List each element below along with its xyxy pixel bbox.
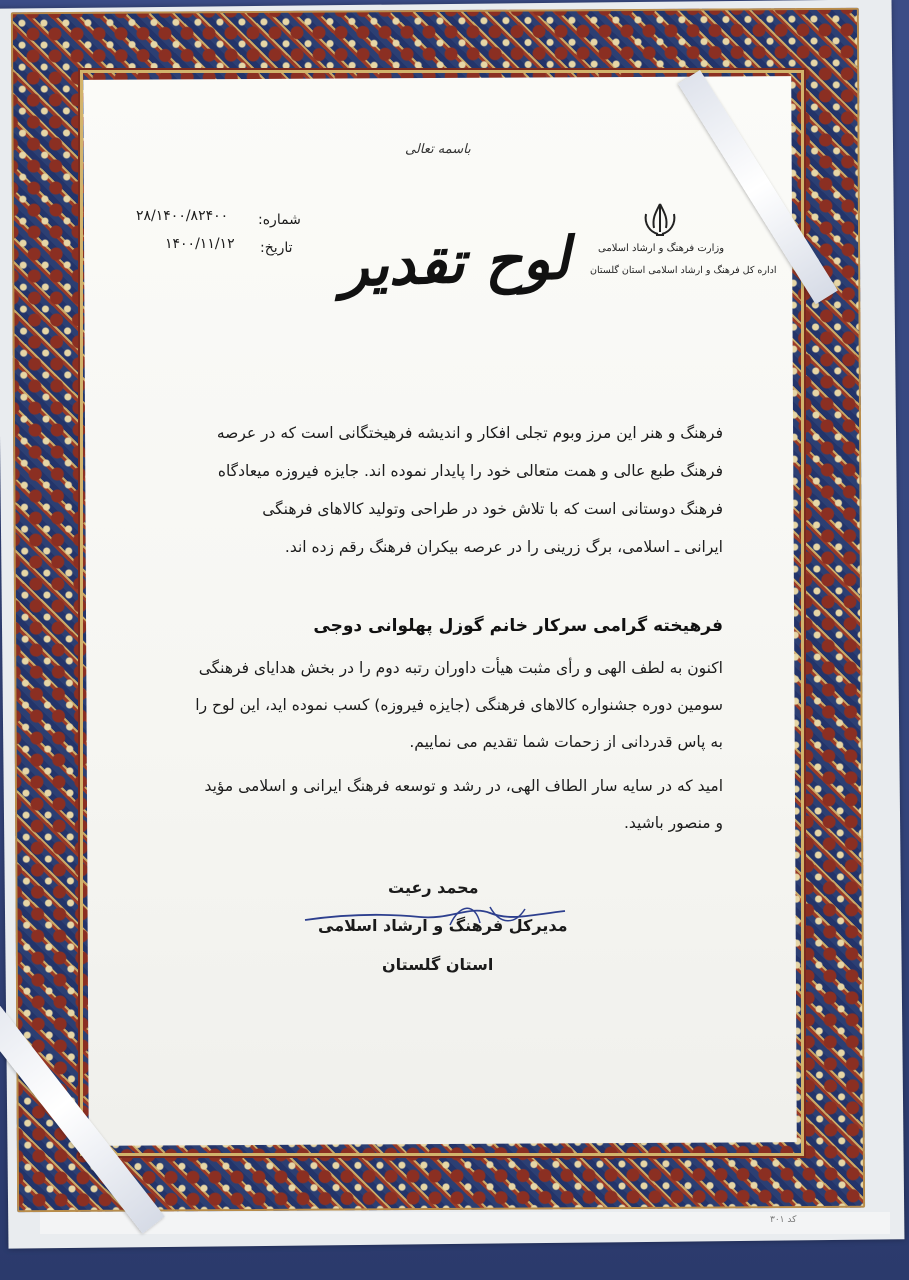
footer-strip <box>40 1212 890 1234</box>
intro-paragraph <box>143 414 723 566</box>
certificate-title: لوح تقدیر <box>339 224 571 300</box>
closing-line: و منصور باشید. <box>623 814 723 832</box>
intro-line: فرهنگ طبع عالی و همت متعالی خود را پایدار نموده اند. جایزه فیروزه میعادگاه <box>217 462 723 480</box>
ministry-line-1: وزارت فرهنگ و ارشاد اسلامی <box>598 243 725 254</box>
number-value: ۲۸/۱۴۰۰/۸۲۴۰۰ <box>136 208 229 224</box>
closing-paragraph <box>143 768 723 842</box>
number-label: شماره: <box>258 212 301 228</box>
intro-line: ایرانی ـ اسلامی، برگ زرینی را در عرصه بیکران فرهنگ رقم زده اند. <box>284 538 723 556</box>
intro-line: فرهنگ دوستانی است که با تلاش خود در طراحی وتولید کالاهای فرهنگی <box>262 500 723 518</box>
award-line: به پاس قدردانی از زحمات شما تقدیم می نماییم. <box>409 733 723 751</box>
signer-province: استان گلستان <box>382 955 494 974</box>
intro-line: فرهنگ و هنر این مرز وبوم تجلی افکار و اندیشه فرهیختگانی است که در عرصه <box>216 424 723 442</box>
footer-code: کد ۳۰۱ <box>770 1215 797 1225</box>
award-line: اکنون به لطف الهی و رأی مثبت هیأت داوران رتبه دوم را در بخش هدایای فرهنگی <box>198 659 723 677</box>
award-paragraph <box>143 650 723 761</box>
date-value: ۱۴۰۰/۱۱/۱۲ <box>165 236 235 252</box>
signer-position: مدیرکل فرهنگ و ارشاد اسلامی <box>318 916 568 935</box>
date-label: تاریخ: <box>260 240 293 256</box>
ministry-line-2: اداره کل فرهنگ و ارشاد اسلامی استان گلستان <box>590 265 777 276</box>
honoree-line: فرهیخته گرامی سرکار خانم گوزل پهلوانی دوجی <box>313 616 723 636</box>
iran-emblem-icon <box>638 200 682 240</box>
closing-line: امید که در سایه سار الطاف الهی، در رشد و توسعه فرهنگ ایرانی و اسلامی مؤید <box>204 777 723 795</box>
award-line: سومین دوره جشنواره کالاهای فرهنگی (جایزه فیروزه) کسب نموده اید، این لوح را <box>195 696 723 714</box>
signer-name: محمد رعیت <box>388 878 479 897</box>
basmala: باسمه تعالی <box>405 142 471 157</box>
